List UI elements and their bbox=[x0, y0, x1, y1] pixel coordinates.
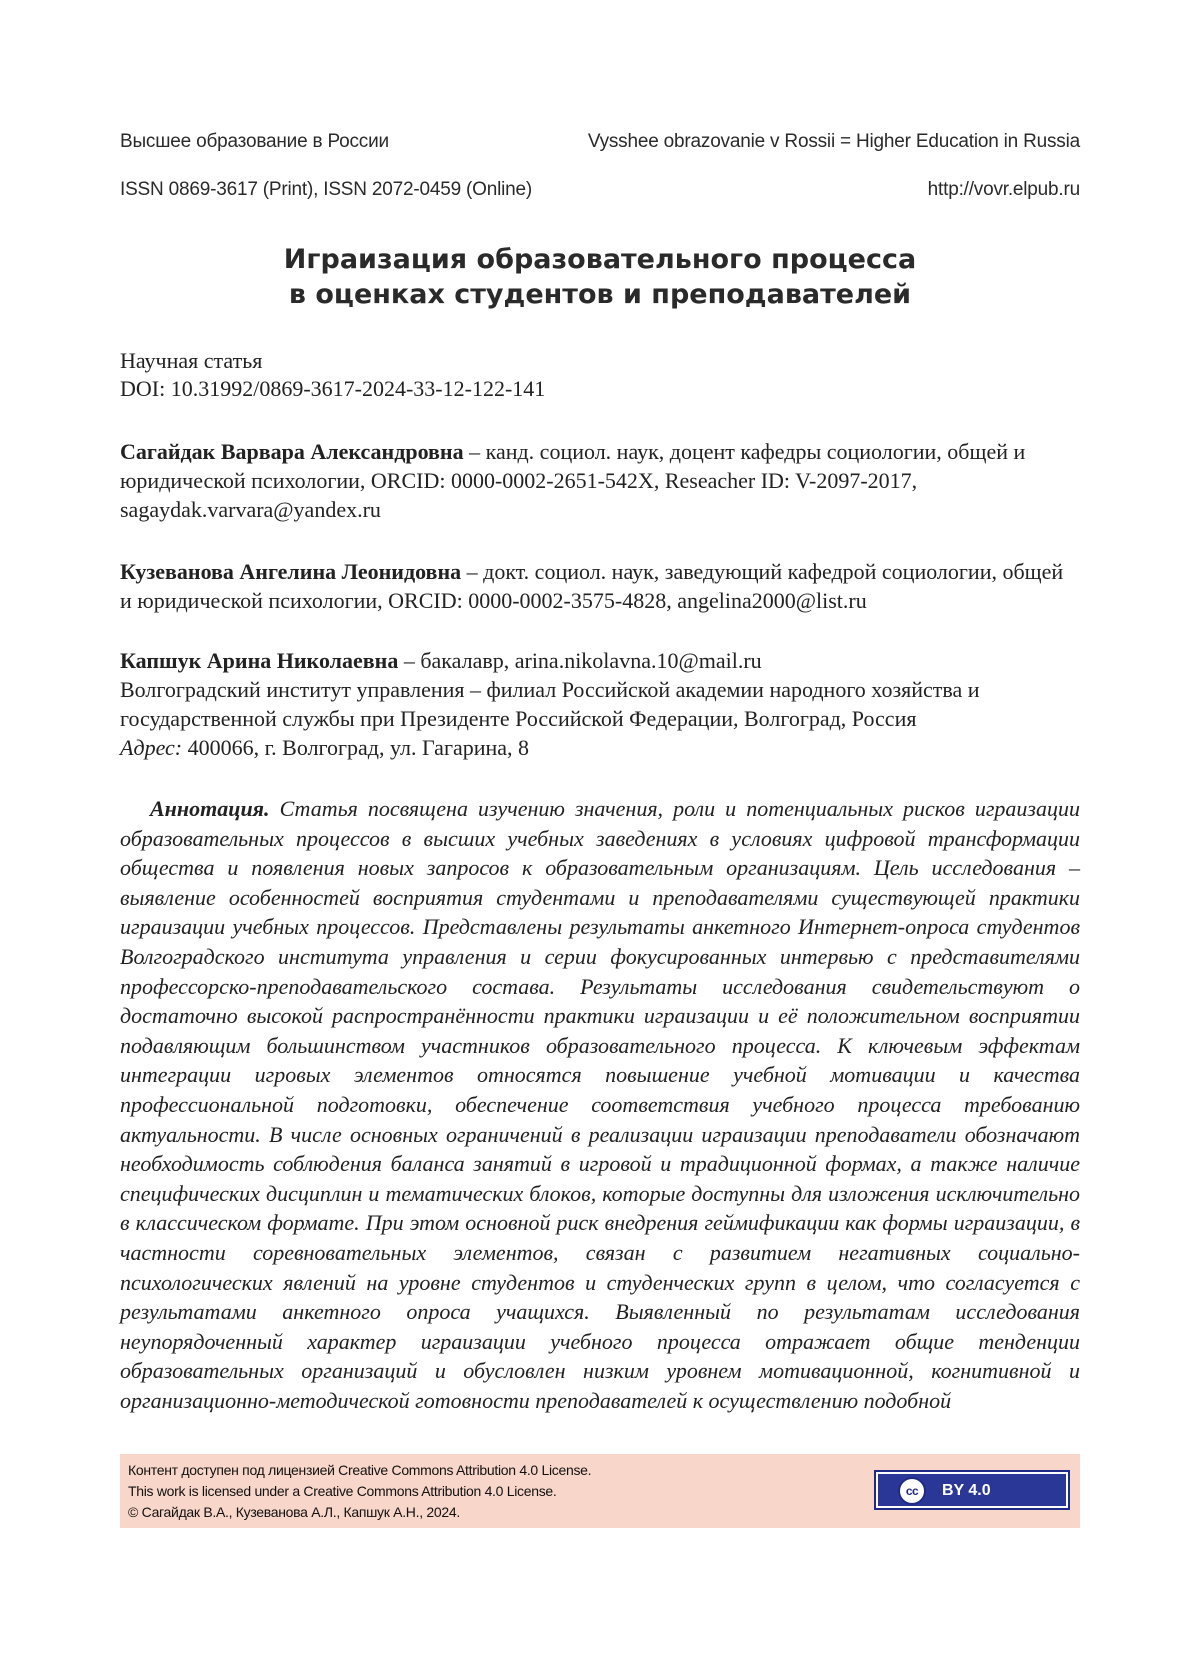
address-label: Адрес: bbox=[120, 735, 183, 760]
article-doi[interactable]: DOI: 10.31992/0869-3617-2024-33-12-122-141 bbox=[120, 376, 546, 401]
affiliation: Волгоградский институт управления – филиал Российской академии народного хозяйства и государственной службы при Президенте Российской Федерации, Волгоград, Россия bbox=[120, 677, 980, 731]
cc-badge-bg bbox=[878, 1474, 1066, 1506]
author-1-info: – канд. социол. наук, доцент кафедры социологии, общей и юридической психологии, ORCID: 0000-0002-2651-542X, Reseacher ID: V-2097-2017, sagaydak.varvara@yandex.ru bbox=[120, 439, 1026, 522]
abstract bbox=[120, 794, 1080, 1415]
article-title bbox=[120, 242, 1080, 312]
author-3-name: Капшук Арина Николаевна bbox=[120, 648, 399, 673]
journal-title-ru: Высшее образование в России bbox=[120, 131, 389, 152]
article-meta bbox=[120, 347, 545, 403]
journal-title-en: Vysshee obrazovanie v Rossii = Higher Education in Russia bbox=[587, 131, 1080, 152]
address: 400066, г. Волгоград, ул. Гагарина, 8 bbox=[182, 735, 530, 760]
license-text-ru: Контент доступен под лицензией Creative Commons Attribution 4.0 License. bbox=[128, 1462, 592, 1478]
article-type: Научная статья bbox=[120, 348, 263, 373]
author-2-name: Кузеванова Ангелина Леонидовна bbox=[120, 559, 462, 584]
author-3-info: – бакалавр, arina.nikolavna.10@mail.ru bbox=[398, 648, 762, 673]
author-3-and-affiliation bbox=[120, 646, 1080, 762]
author-1 bbox=[120, 437, 1080, 524]
cc-by-badge[interactable] bbox=[874, 1470, 1070, 1510]
abstract-text: Статья посвящена изучению значения, роли и потенциальных рисков играизации образовательных процессов в высших учебных заведениях в условиях цифровой трансформации общества и появления новых запросов к образовательным организациям. Цель исследования – выявление особенностей восприятия студентами и преподавателями существующей практики играизации учебных процессов. Представлены результаты анкетного Интернет-опроса студентов Волгоградского института управления и серии фокусированных интервью с представителями профессорско-преподавательского состава. Результаты исследования свидетельствуют о достаточно высокой распространённости практики играизации и её положительном восприятии подавляющим большинством участников образовательного процесса. К ключевым эффектам интеграции игровых элементов относятся повышение учебной мотивации и качества профессиональной подготовки, обеспечение соответствия учебного процесса требованию актуальности. В числе основных ограничений в реализации играизации преподаватели обозначают необходимость соблюдения баланса занятий в игровой и традиционной формах, а также наличие специфических дисциплин и тематических блоков, которые доступны для изложения исключительно в классическом формате. При этом основной риск внедрения геймификации как формы играизации, в частности соревновательных элементов, связан с развитием негативных социально-психологических явлений на уровне студентов и студенческих групп в целом, что согласуется с результатами анкетного опроса учащихся. Выявленный по результатам исследования неупорядоченный характер играизации учебного процесса отражает общие тенденции образовательных организаций и обусловлен низким уровнем мотивационной, когнитивной и организационно-методической готовности преподавателей к осуществлению подобной bbox=[120, 796, 1080, 1413]
article-title-line-1: Играизация образовательного процесса bbox=[283, 244, 917, 275]
abstract-label: Аннотация. bbox=[150, 796, 270, 821]
author-1-name: Сагайдак Варвара Александровна bbox=[120, 439, 464, 464]
author-2-info: – докт. социол. наук, заведующий кафедрой социологии, общей и юридической психологии, ORCID: 0000-0002-3575-4828, angelina2000@list.ru bbox=[120, 559, 1064, 613]
cc-badge-label: BY 4.0 bbox=[942, 1482, 991, 1499]
license-text-en: This work is licensed under a Creative Commons Attribution 4.0 License. bbox=[128, 1483, 557, 1499]
license-box bbox=[120, 1454, 1080, 1528]
cc-icon: cc bbox=[898, 1477, 926, 1505]
issn: ISSN 0869-3617 (Print), ISSN 2072-0459 (Online) bbox=[120, 179, 532, 200]
copyright: © Сагайдак В.А., Кузеванова А.Л., Капшук А.Н., 2024. bbox=[128, 1504, 460, 1520]
article-title-line-2: в оценках студентов и преподавателей bbox=[288, 279, 912, 310]
journal-url[interactable]: http://vovr.elpub.ru bbox=[927, 179, 1080, 200]
author-2 bbox=[120, 557, 1080, 615]
